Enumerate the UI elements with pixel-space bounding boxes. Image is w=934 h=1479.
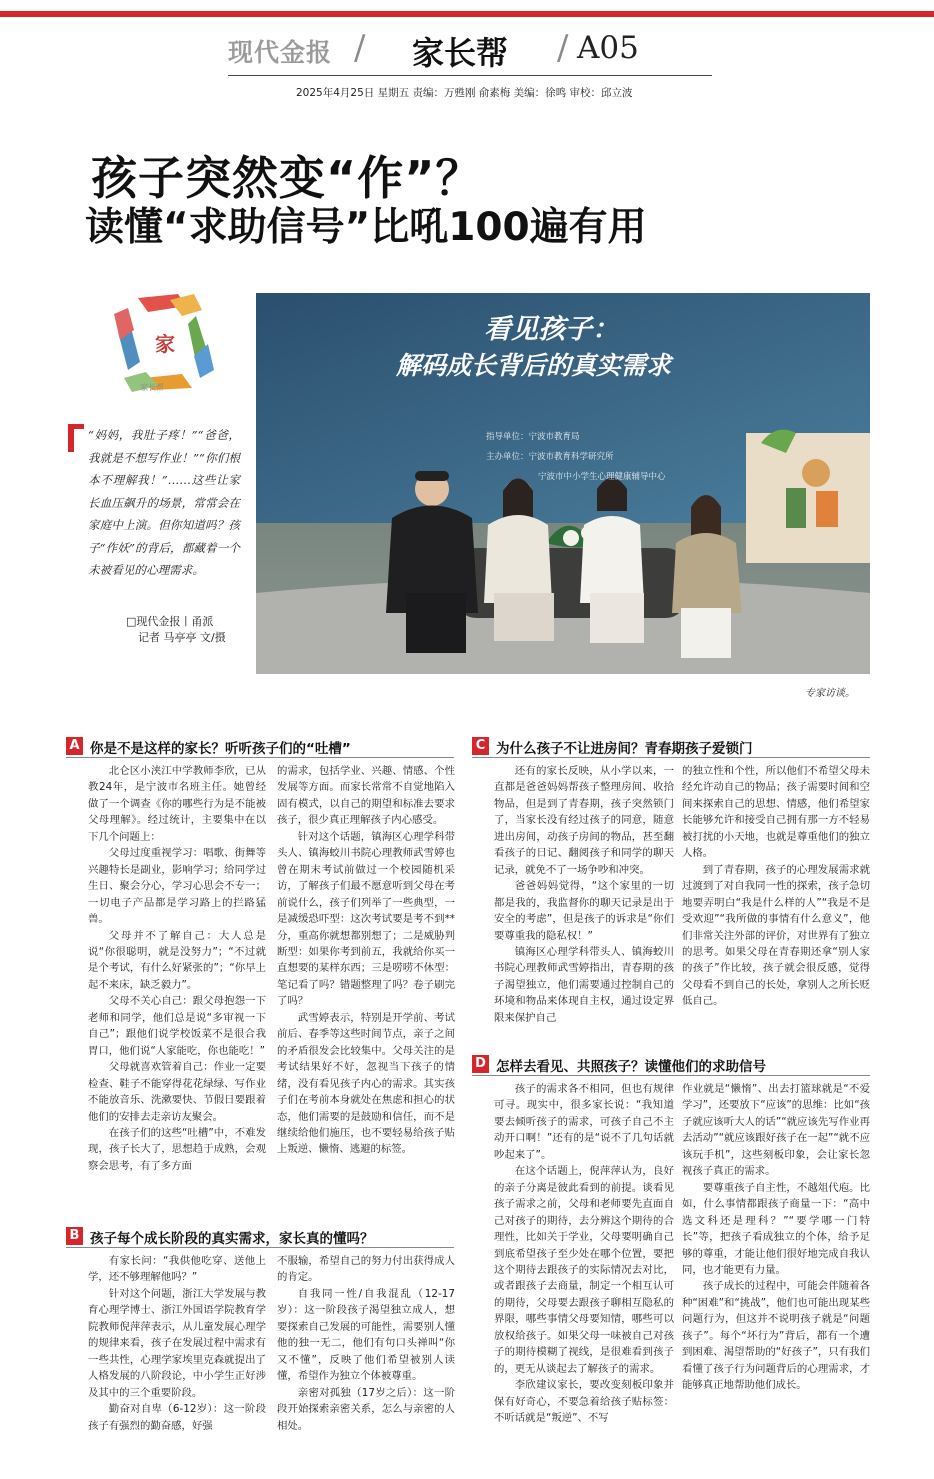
paragraph: 有家长问：“我供他吃穿、送他上学，还不够理解他吗？” [88, 1255, 266, 1284]
section-d-col2 [682, 1081, 870, 1394]
masthead-separator: / [354, 28, 366, 68]
section-d-col1 [494, 1081, 674, 1427]
banner-host: 宁波市中小学生心理健康辅导中心 [538, 472, 666, 482]
paragraph: 到了青春期，孩子的心理发展需求就过渡到了对自我同一性的探索，孩子急切地要弄明白“我是什么样的人”“我是不是受欢迎”“我所做的事情有什么意义”，他们非常关注外部的评价，对世界有了独立的思考。如果父母在青春期还拿“别人家的孩子”作比较，孩子就会很反感，觉得父母看不到自己的长处，拿别人之所长贬低自己。 [682, 863, 870, 1008]
paragraph: 父母不关心自己：跟父母抱怨一下老师和同学，他们总是说“多审视一下自己”；跟他们说学校饭菜不是很合我胃口，他们说“人家能吃，你也能吃！” [88, 995, 266, 1057]
paragraph: 镇海区心理学科带头人、镇海蛟川书院心理教师武雪婷指出，青春期的孩子渴望独立，他们需要通过控制自己的环境和物品来体现自主权，通过设定界限来保护自己 [494, 945, 674, 1024]
paragraph: 不服输，希望自己的努力付出获得成人的肯定。 [277, 1255, 455, 1284]
headline-sub: 读懂“求助信号”比吼100遍有用 [85, 205, 647, 250]
paragraph: 还有的家长反映，从小学以来，一直都是爸爸妈妈帮孩子整理房间、收拾物品，但是到了青春期，孩子突然锁门了，当家长没有经过孩子的同意，随意进出房间，动孩子房间的物品，甚至翻看孩子的日记、翻阅孩子和同学的聊天记录，就免不了一场争吵和冲突。 [494, 765, 674, 876]
intro-text: “妈妈，我肚子疼！”“爸爸，我就是不想写作业！”“你们根本不理解我！”……这些让家长血压飙升的场景，常常会在家庭中上演。但你知道吗？孩子“作妖”的背后，都藏着一个未被看见的心理需求。 [88, 428, 240, 577]
paragraph: 勤奋对自卑（6-12岁）：这一阶段孩子有强烈的勤奋感，好强 [88, 1403, 266, 1432]
banner-host-label: 主办单位： [486, 452, 529, 462]
masthead-rule [228, 75, 712, 76]
section-a-title: 你是不是这样的家长？听听孩子们的“吐槽” [90, 741, 351, 757]
banner-host: 宁波市教育科学研究所 [528, 452, 614, 462]
section-a-col2 [277, 763, 455, 1158]
section-a-rule [66, 757, 454, 758]
masthead-brand: 现代金报 [228, 38, 333, 67]
paragraph: 的需求，包括学业、兴趣、情感、个性发展等方面。而家长常常不自觉地陷入固有模式，以自己的期望和标准去要求孩子，很少真正理解孩子内心感受。 [277, 765, 455, 827]
paragraph: 武雪婷表示，特别是开学前、考试前后、春季等这些时间节点，亲子之间的矛盾很发会比较集中。父母关注的是考试结果好不好，忽视当下孩子的情绪，没有看见孩子内心的需求。其实孩子们在考前本身就处在焦虑和担心的状态，他们需要的是鼓励和信任，而不是继续给他们施压，也不要轻易给孩子贴上叛逆、懒惰、逃避的标签。 [277, 1011, 455, 1156]
paragraph: 针对这个问题，浙江大学发展与教育心理学博士、浙江外国语学院教育学院教师倪萍萍表示，从儿童发展心理学的规律来看，孩子在发展过程中需求有一些共性，心理学家埃里克森就提出了人格发展的八阶段论，中小学生正好涉及其中的三个重要阶段。 [88, 1287, 266, 1399]
paragraph: 父母就喜欢管着自己：作业一定要检查、鞋子不能穿得花花绿绿、写作业不能放音乐、洗漱要快、节假日要跟着他们的安排去走亲访友聚会。 [88, 1061, 266, 1123]
paragraph: 在孩子们的这些“吐槽”中，不难发现，孩子长大了，思想趋于成熟，会观察会思考，有了多方面 [88, 1126, 266, 1172]
column-logo [108, 286, 223, 401]
intro-bracket [68, 424, 84, 429]
section-b-title: 孩子每个成长阶段的真实需求，家长真的懂吗？ [90, 1231, 374, 1247]
masthead-separator: / [557, 28, 569, 68]
section-c-rule [472, 757, 870, 758]
banner-slogan-line1: 看见孩子： [484, 314, 619, 345]
photo-caption: 专家访谈。 [805, 688, 855, 699]
dateline: 2025年4月25日 星期五 责编：万甦刚 俞素梅 美编：徐鸣 审校：邱立波 [296, 87, 633, 99]
byline-outlet: □现代金报丨甬派 [126, 615, 214, 628]
interview-photo [256, 293, 870, 674]
section-d-letter: D [472, 1055, 489, 1073]
section-d-title: 怎样去看见、共照孩子？读懂他们的求助信号 [496, 1059, 766, 1075]
banner-slogan-line2: 解码成长背后的真实需求 [396, 351, 672, 380]
svg-text:家: 家 [155, 332, 175, 356]
section-c-title: 为什么孩子不让进房间？青春期孩子爱锁门 [496, 741, 753, 757]
paragraph: 针对这个话题，镇海区心理学科带头人、镇海蛟川书院心理教师武雪婷也曾在期末考试前做过一个校园随机采访，了解孩子们最不愿意听到父母在考前说什么，孩子们列举了一些典型，一是减缓恐吓型：这次考试要是考不到**分，重高你就想都别想了；二是威胁判断型：如果你考到前五，我就给你买一直想要的某样东西；三是唠唠不休型：笔记看了吗？错题整理了吗？卷子刷完了吗？ [277, 830, 455, 1008]
section-b-letter: B [66, 1227, 83, 1245]
paragraph: 孩子成长的过程中，可能会伴随着各种“困难”和“挑战”，他们也可能出现某些问题行为，但这并不说明孩子就是“问题孩子”。每个“坏行为”背后，都有一个遭到困难、渴望帮助的“好孩子”，只有我们看懂了孩子行为问题背后的心理需求，才能够真正地帮助他们成长。 [682, 1280, 870, 1392]
column-logo-label: 家长帮 [140, 383, 164, 392]
section-c-col1 [494, 763, 674, 1026]
paragraph: 父母并不了解自己：大人总是说“你很聪明，就是没努力”；“不过就是个考试，有什么好紧张的”；“你早上起不来床，缺乏毅力”。 [88, 929, 266, 991]
paragraph: 父母过度重视学习：唱歌、街舞等兴趣特长是副业，影响学习；给同学过生日、聚会分心，学习心思会不专一；一切电子产品都是学习路上的拦路猛兽。 [88, 847, 266, 926]
banner-organizer-label: 指导单位： [486, 432, 529, 442]
paragraph: 李欣建议家长，要改变刻板印象并保有好奇心，不要急着给孩子贴标签：不听话就是“叛逆”、不写 [494, 1379, 674, 1425]
paragraph: 自我同一性/自我混乱（12-17岁）：这一阶段孩子渴望独立成人，想要探索自己发展的可能性，需要别人懂他的独一无二，他们有句口头禅叫“你又不懂”，反映了他们希望被别人读懂，希望作为独立个体被尊重。 [277, 1287, 455, 1383]
paragraph: 在这个话题上，倪萍萍认为，良好的亲子分离是彼此看到的前提。谈看见孩子需求之前，父母和老师要先直面自己对孩子的期待，去分辨这个期待的合理性，比如关于学业，父母要明确自己到底希望孩子至少处在哪个位置，要把这个期待去跟孩子的实际情况去对比，或者跟孩子去商量，制定一个相互认可的期待，父母要去跟孩子聊相互隐私的界限，哪些事情父母要知情，哪些可以放权给孩子。如果父母一味被自己对孩子的期待模糊了视线，是很难看到孩子的，更无从谈起去了解孩子的需求。 [494, 1165, 674, 1375]
paragraph: 作业就是“懒惰”、出去打篮球就是“不爱学习”，还要放下“应该”的思维：比如“孩子就应该听大人的话”“就应该先写作业再去活动”“就应该跟好孩子在一起”“就不应该玩手机”，这些刻板印象，会让家长忽视孩子真正的需求。 [682, 1083, 870, 1178]
section-b-col2 [277, 1253, 455, 1434]
page-number: A05 [577, 30, 639, 66]
section-a-letter: A [66, 737, 83, 755]
paragraph: 要尊重孩子自主性，不越俎代庖。比如，什么事情都跟孩子商量一下：“高中选文科还是理科？”“要学哪一门特长”等，把孩子看成独立的个体，给予足够的尊重，才能让他们很好地完成自我认同，也才能更有力量。 [682, 1181, 870, 1276]
section-d-rule [472, 1075, 870, 1076]
byline-reporter: 记者 马亭亭 文/摄 [138, 631, 226, 644]
paragraph: 孩子的需求各不相同，但也有规律可寻。现实中，很多家长说：“我知道要去倾听孩子的需求，可孩子自己不主动开口啊！”还有的是“说不了几句话就吵起来了”。 [494, 1083, 674, 1161]
masthead-section: 家长帮 [412, 34, 509, 72]
top-red-bar [0, 11, 934, 17]
section-b-col1 [88, 1253, 266, 1434]
section-a-col1 [88, 763, 266, 1174]
section-c-letter: C [472, 737, 489, 755]
paragraph: 北仑区小浃江中学教师李欣，已从教24年，是宁波市名班主任。她曾经做了一个调查《你的哪些行为是不能被父母理解》。经过统计，主要集中在以下几个问题上： [88, 765, 266, 843]
section-c-col2 [682, 763, 870, 1010]
paragraph: 亲密对孤独（17岁之后）：这一阶段开始探索亲密关系，怎么与亲密的人相处。 [277, 1386, 455, 1432]
banner-organizer: 宁波市教育局 [528, 432, 580, 442]
section-b-rule [66, 1247, 454, 1248]
paragraph: 的独立性和个性，所以他们不希望父母未经允许动自己的物品；孩子需要时间和空间来探索自己的思想、情感，他们希望家长能够允许和接受自己拥有那一方不轻易被打扰的小天地，也就是尊重他们的独立人格。 [682, 765, 870, 860]
headline-main: 孩子突然变“作”？ [91, 151, 483, 205]
paragraph: 爸爸妈妈觉得，“这个家里的一切都是我的，我监督你的聊天记录是出于安全的考虑”，但是孩子的诉求是“你们要尊重我的隐私权！” [494, 880, 674, 942]
